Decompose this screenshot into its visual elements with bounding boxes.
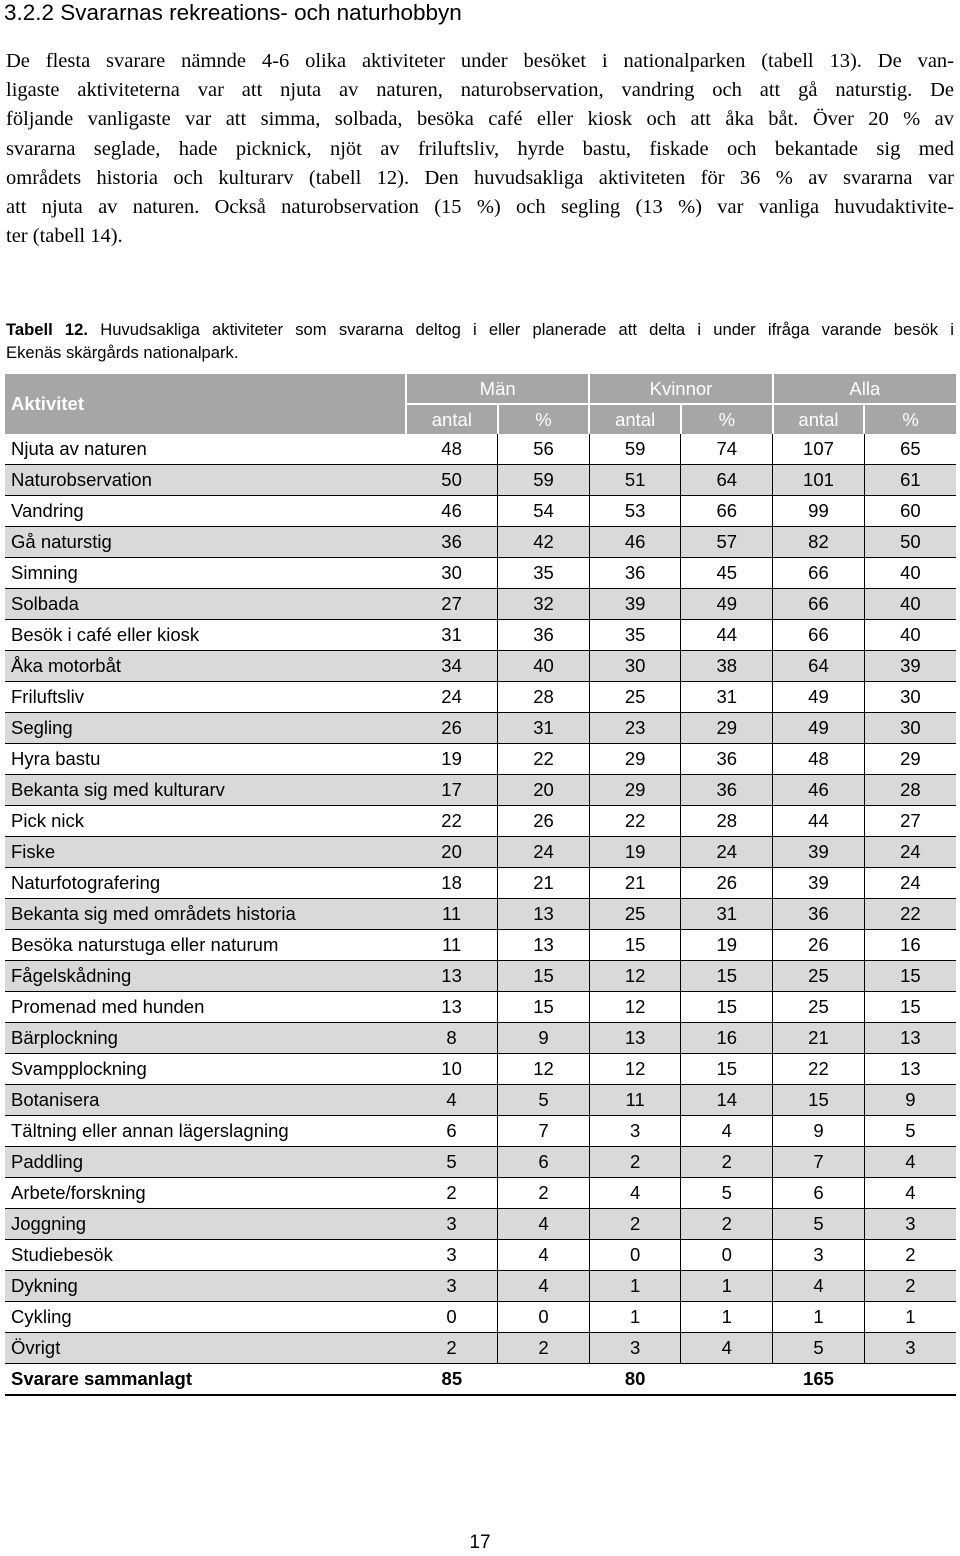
percent-cell: 0 [498, 1302, 590, 1333]
table-row [5, 1333, 956, 1364]
percent-cell: 4 [498, 1240, 590, 1271]
count-cell: 66 [773, 620, 865, 651]
count-cell: 19 [406, 744, 498, 775]
caption-line: Ekenäs skärgårds nationalpark. [6, 343, 239, 362]
count-cell: 2 [406, 1178, 498, 1209]
count-cell: 1 [589, 1271, 681, 1302]
count-cell: 3 [406, 1240, 498, 1271]
percent-cell: 5 [498, 1085, 590, 1116]
table-row [5, 744, 956, 775]
count-cell: 49 [773, 713, 865, 744]
percent-cell: 64 [681, 465, 773, 496]
percent-cell: 15 [681, 1054, 773, 1085]
activity-name: Naturobservation [5, 465, 406, 496]
percent-cell: 27 [864, 806, 956, 837]
subheader-percent: % [681, 404, 773, 434]
percent-cell: 30 [864, 682, 956, 713]
percent-cell: 13 [864, 1023, 956, 1054]
count-cell: 34 [406, 651, 498, 682]
activity-name: Bekanta sig med områdets historia [5, 899, 406, 930]
total-spacer-cell [681, 1364, 773, 1396]
table-row [5, 527, 956, 558]
count-cell: 50 [406, 465, 498, 496]
percent-cell: 15 [864, 992, 956, 1023]
percent-cell: 5 [681, 1178, 773, 1209]
percent-cell: 22 [498, 744, 590, 775]
paragraph-line: ter (tabell 14). [6, 225, 123, 248]
percent-cell: 28 [681, 806, 773, 837]
activity-name: Tältning eller annan lägerslagning [5, 1116, 406, 1147]
percent-cell: 3 [864, 1333, 956, 1364]
table-body [5, 434, 956, 1395]
percent-cell: 14 [681, 1085, 773, 1116]
count-cell: 48 [406, 434, 498, 465]
activity-name: Besök i café eller kiosk [5, 620, 406, 651]
count-cell: 4 [406, 1085, 498, 1116]
table-row [5, 1271, 956, 1302]
percent-cell: 29 [864, 744, 956, 775]
count-cell: 2 [589, 1209, 681, 1240]
percent-cell: 19 [681, 930, 773, 961]
percent-cell: 61 [864, 465, 956, 496]
percent-cell: 4 [864, 1147, 956, 1178]
percent-cell: 2 [681, 1147, 773, 1178]
percent-cell: 0 [681, 1240, 773, 1271]
percent-cell: 5 [864, 1116, 956, 1147]
percent-cell: 28 [498, 682, 590, 713]
count-cell: 39 [773, 868, 865, 899]
table-row [5, 1240, 956, 1271]
total-label: Svarare sammanlagt [5, 1364, 406, 1396]
activity-name: Simning [5, 558, 406, 589]
subheader-percent: % [864, 404, 956, 434]
activity-name: Segling [5, 713, 406, 744]
percent-cell: 31 [681, 899, 773, 930]
count-cell: 24 [406, 682, 498, 713]
activities-table [5, 374, 956, 1396]
count-cell: 23 [589, 713, 681, 744]
activity-name: Fågelskådning [5, 961, 406, 992]
activity-name: Hyra bastu [5, 744, 406, 775]
count-cell: 101 [773, 465, 865, 496]
percent-cell: 36 [681, 744, 773, 775]
count-cell: 29 [589, 775, 681, 806]
percent-cell: 9 [864, 1085, 956, 1116]
percent-cell: 39 [864, 651, 956, 682]
percent-cell: 16 [681, 1023, 773, 1054]
paragraph-line: De flesta svarare nämnde 4-6 olika aktiviteter under besöket i nationalparken (tabell 13). De van- [6, 50, 954, 72]
count-cell: 17 [406, 775, 498, 806]
percent-cell: 32 [498, 589, 590, 620]
count-cell: 20 [406, 837, 498, 868]
count-cell: 39 [773, 837, 865, 868]
count-cell: 5 [406, 1147, 498, 1178]
percent-cell: 60 [864, 496, 956, 527]
table-row [5, 992, 956, 1023]
table-row [5, 806, 956, 837]
count-cell: 53 [589, 496, 681, 527]
percent-cell: 40 [498, 651, 590, 682]
activity-name: Vandring [5, 496, 406, 527]
table-row [5, 465, 956, 496]
activity-name: Svampplockning [5, 1054, 406, 1085]
table-row [5, 713, 956, 744]
count-cell: 3 [406, 1271, 498, 1302]
group-header-men: Män [406, 374, 589, 404]
percent-cell: 15 [498, 961, 590, 992]
count-cell: 25 [589, 682, 681, 713]
count-cell: 11 [406, 899, 498, 930]
total-spacer-cell [864, 1364, 956, 1396]
count-cell: 12 [589, 961, 681, 992]
percent-cell: 74 [681, 434, 773, 465]
count-cell: 99 [773, 496, 865, 527]
percent-cell: 4 [498, 1271, 590, 1302]
count-cell: 1 [773, 1302, 865, 1333]
percent-cell: 2 [498, 1178, 590, 1209]
caption-line [6, 318, 954, 341]
count-cell: 51 [589, 465, 681, 496]
count-cell: 44 [773, 806, 865, 837]
count-cell: 21 [589, 868, 681, 899]
activity-name: Njuta av naturen [5, 434, 406, 465]
total-count-cell: 80 [589, 1364, 681, 1396]
table-row [5, 1147, 956, 1178]
count-cell: 46 [589, 527, 681, 558]
percent-cell: 24 [681, 837, 773, 868]
activity-column-header: Aktivitet [5, 374, 406, 434]
count-cell: 6 [773, 1178, 865, 1209]
count-cell: 30 [589, 651, 681, 682]
table-row [5, 1085, 956, 1116]
percent-cell: 6 [498, 1147, 590, 1178]
percent-cell: 15 [681, 992, 773, 1023]
count-cell: 15 [589, 930, 681, 961]
count-cell: 26 [406, 713, 498, 744]
percent-cell: 15 [498, 992, 590, 1023]
activity-name: Paddling [5, 1147, 406, 1178]
percent-cell: 1 [681, 1302, 773, 1333]
count-cell: 6 [406, 1116, 498, 1147]
percent-cell: 26 [498, 806, 590, 837]
percent-cell: 31 [681, 682, 773, 713]
percent-cell: 45 [681, 558, 773, 589]
percent-cell: 13 [864, 1054, 956, 1085]
percent-cell: 13 [498, 930, 590, 961]
percent-cell: 36 [681, 775, 773, 806]
count-cell: 15 [773, 1085, 865, 1116]
table-row [5, 496, 956, 527]
count-cell: 31 [406, 620, 498, 651]
count-cell: 29 [589, 744, 681, 775]
table-row [5, 775, 956, 806]
count-cell: 4 [773, 1271, 865, 1302]
percent-cell: 20 [498, 775, 590, 806]
count-cell: 22 [406, 806, 498, 837]
percent-cell: 40 [864, 558, 956, 589]
count-cell: 4 [589, 1178, 681, 1209]
count-cell: 11 [589, 1085, 681, 1116]
percent-cell: 31 [498, 713, 590, 744]
count-cell: 46 [406, 496, 498, 527]
table-row [5, 837, 956, 868]
percent-cell: 54 [498, 496, 590, 527]
percent-cell: 15 [864, 961, 956, 992]
percent-cell: 15 [681, 961, 773, 992]
table-row [5, 682, 956, 713]
count-cell: 12 [589, 992, 681, 1023]
total-count-cell: 85 [406, 1364, 498, 1396]
count-cell: 22 [773, 1054, 865, 1085]
activity-name: Cykling [5, 1302, 406, 1333]
percent-cell: 1 [681, 1271, 773, 1302]
activity-name: Bärplockning [5, 1023, 406, 1054]
activity-name: Besöka naturstuga eller naturum [5, 930, 406, 961]
section-heading: 3.2.2 Svararnas rekreations- och naturhobbyn [4, 0, 462, 25]
count-cell: 30 [406, 558, 498, 589]
table-row [5, 899, 956, 930]
subheader-count: antal [589, 404, 681, 434]
page-number: 17 [469, 1532, 491, 1553]
count-cell: 25 [589, 899, 681, 930]
table-row [5, 1302, 956, 1333]
count-cell: 21 [773, 1023, 865, 1054]
total-row [5, 1364, 956, 1396]
activity-name: Naturfotografering [5, 868, 406, 899]
percent-cell: 50 [864, 527, 956, 558]
percent-cell: 42 [498, 527, 590, 558]
count-cell: 3 [589, 1333, 681, 1364]
count-cell: 8 [406, 1023, 498, 1054]
count-cell: 82 [773, 527, 865, 558]
percent-cell: 4 [498, 1209, 590, 1240]
count-cell: 2 [589, 1147, 681, 1178]
count-cell: 35 [589, 620, 681, 651]
activity-name: Åka motorbåt [5, 651, 406, 682]
count-cell: 48 [773, 744, 865, 775]
percent-cell: 59 [498, 465, 590, 496]
percent-cell: 3 [864, 1209, 956, 1240]
count-cell: 1 [589, 1302, 681, 1333]
percent-cell: 40 [864, 620, 956, 651]
activity-name: Arbete/forskning [5, 1178, 406, 1209]
activity-name: Pick nick [5, 806, 406, 837]
table-row [5, 589, 956, 620]
percent-cell: 4 [681, 1333, 773, 1364]
activity-name: Bekanta sig med kulturarv [5, 775, 406, 806]
percent-cell: 36 [498, 620, 590, 651]
table-row [5, 620, 956, 651]
percent-cell: 44 [681, 620, 773, 651]
caption-label: Tabell 12. [6, 320, 88, 339]
percent-cell: 38 [681, 651, 773, 682]
count-cell: 25 [773, 961, 865, 992]
count-cell: 26 [773, 930, 865, 961]
count-cell: 10 [406, 1054, 498, 1085]
count-cell: 5 [773, 1333, 865, 1364]
percent-cell: 40 [864, 589, 956, 620]
percent-cell: 7 [498, 1116, 590, 1147]
activity-name: Solbada [5, 589, 406, 620]
paragraph-line: att njuta av naturen. Också naturobservation (15 %) och segling (13 %) var vanliga huvudaktivite- [6, 195, 954, 218]
count-cell: 46 [773, 775, 865, 806]
percent-cell: 12 [498, 1054, 590, 1085]
activity-name: Fiske [5, 837, 406, 868]
count-cell: 7 [773, 1147, 865, 1178]
table-row [5, 930, 956, 961]
percent-cell: 22 [864, 899, 956, 930]
percent-cell: 49 [681, 589, 773, 620]
percent-cell: 24 [864, 868, 956, 899]
count-cell: 66 [773, 589, 865, 620]
total-spacer-cell [498, 1364, 590, 1396]
table-header [5, 374, 956, 434]
count-cell: 36 [773, 899, 865, 930]
percent-cell: 16 [864, 930, 956, 961]
table-row [5, 651, 956, 682]
count-cell: 66 [773, 558, 865, 589]
table-row [5, 1116, 956, 1147]
percent-cell: 24 [864, 837, 956, 868]
table-caption [6, 318, 954, 364]
percent-cell: 9 [498, 1023, 590, 1054]
count-cell: 9 [773, 1116, 865, 1147]
percent-cell: 4 [864, 1178, 956, 1209]
percent-cell: 2 [681, 1209, 773, 1240]
table-row [5, 1209, 956, 1240]
percent-cell: 24 [498, 837, 590, 868]
count-cell: 13 [406, 992, 498, 1023]
activity-name: Botanisera [5, 1085, 406, 1116]
count-cell: 59 [589, 434, 681, 465]
count-cell: 0 [589, 1240, 681, 1271]
count-cell: 36 [406, 527, 498, 558]
activity-name: Friluftsliv [5, 682, 406, 713]
percent-cell: 21 [498, 868, 590, 899]
percent-cell: 13 [498, 899, 590, 930]
count-cell: 18 [406, 868, 498, 899]
count-cell: 2 [406, 1333, 498, 1364]
count-cell: 13 [589, 1023, 681, 1054]
count-cell: 39 [589, 589, 681, 620]
total-count-cell: 165 [773, 1364, 865, 1396]
percent-cell: 2 [498, 1333, 590, 1364]
group-header-women: Kvinnor [589, 374, 772, 404]
percent-cell: 28 [864, 775, 956, 806]
percent-cell: 35 [498, 558, 590, 589]
table-row [5, 1054, 956, 1085]
percent-cell: 56 [498, 434, 590, 465]
activity-name: Gå naturstig [5, 527, 406, 558]
body-paragraph [6, 47, 954, 251]
paragraph-line: svararna seglade, hade picknick, njöt av friluftsliv, hyrde bastu, fiskade och bekantade sig med [6, 137, 954, 160]
count-cell: 22 [589, 806, 681, 837]
subheader-count: antal [773, 404, 865, 434]
count-cell: 5 [773, 1209, 865, 1240]
count-cell: 11 [406, 930, 498, 961]
count-cell: 27 [406, 589, 498, 620]
activity-name: Studiebesök [5, 1240, 406, 1271]
percent-cell: 4 [681, 1116, 773, 1147]
table-row [5, 1023, 956, 1054]
group-header-all: Alla [773, 374, 956, 404]
percent-cell: 57 [681, 527, 773, 558]
caption-text: Huvudsakliga aktiviteter som svararna deltog i eller planerade att delta i under ifråga varande besök i [88, 320, 954, 339]
count-cell: 25 [773, 992, 865, 1023]
count-cell: 3 [406, 1209, 498, 1240]
activity-name: Dykning [5, 1271, 406, 1302]
activity-name: Övrigt [5, 1333, 406, 1364]
subheader-count: antal [406, 404, 498, 434]
table-row [5, 1178, 956, 1209]
paragraph-line: följande vanligaste var att simma, solbada, besöka café eller kiosk och att åka båt. Över 20 % av [6, 108, 954, 131]
table-row [5, 434, 956, 465]
count-cell: 64 [773, 651, 865, 682]
table-row [5, 868, 956, 899]
table-row [5, 558, 956, 589]
count-cell: 36 [589, 558, 681, 589]
percent-cell: 66 [681, 496, 773, 527]
paragraph-line: områdets historia och kulturarv (tabell 12). Den huvudsakliga aktiviteten för 36 % av svararna var [6, 166, 954, 189]
count-cell: 3 [773, 1240, 865, 1271]
percent-cell: 29 [681, 713, 773, 744]
percent-cell: 30 [864, 713, 956, 744]
percent-cell: 65 [864, 434, 956, 465]
percent-cell: 1 [864, 1302, 956, 1333]
count-cell: 19 [589, 837, 681, 868]
percent-cell: 2 [864, 1240, 956, 1271]
percent-cell: 26 [681, 868, 773, 899]
table-row [5, 961, 956, 992]
count-cell: 107 [773, 434, 865, 465]
count-cell: 3 [589, 1116, 681, 1147]
paragraph-line: ligaste aktiviteterna var att njuta av naturen, naturobservation, vandring och att gå naturstig. De [6, 79, 954, 102]
subheader-percent: % [498, 404, 590, 434]
activity-name: Promenad med hunden [5, 992, 406, 1023]
count-cell: 12 [589, 1054, 681, 1085]
percent-cell: 2 [864, 1271, 956, 1302]
count-cell: 49 [773, 682, 865, 713]
count-cell: 0 [406, 1302, 498, 1333]
activity-name: Joggning [5, 1209, 406, 1240]
count-cell: 13 [406, 961, 498, 992]
